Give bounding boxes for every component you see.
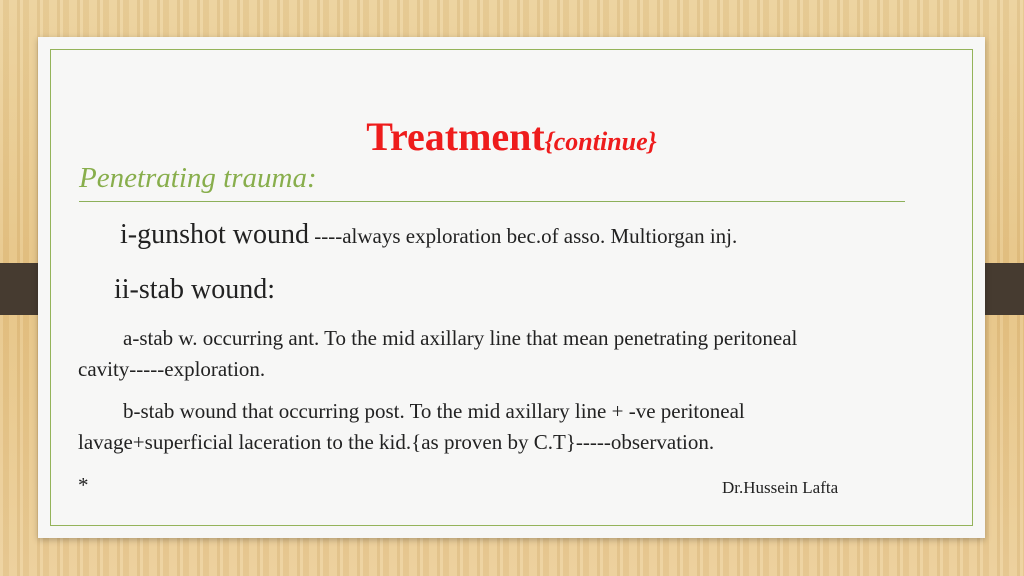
stab-b-line-2: lavage+superficial laceration to the kid.{as proven by C.T}-----observation. (78, 430, 715, 454)
author-credit: Dr.Hussein Lafta (722, 478, 839, 497)
gunshot-line (120, 219, 737, 251)
stab-heading: ii-stab wound: (114, 274, 275, 305)
stab-b-line-1: b-stab wound that occurring post. To the mid axillary line + -ve peritoneal (123, 399, 745, 423)
slide-canvas (38, 37, 985, 538)
slide-title (38, 113, 985, 160)
gunshot-heading: i-gunshot wound (120, 219, 309, 250)
stab-a-line-1: a-stab w. occurring ant. To the mid axillary line that mean penetrating peritoneal (123, 326, 798, 350)
bullet-marker: * (78, 473, 89, 497)
gunshot-detail: ----always exploration bec.of asso. Multiorgan inj. (309, 224, 738, 248)
subtitle-divider (79, 201, 905, 202)
section-subtitle: Penetrating trauma: (79, 162, 317, 194)
title-sub: {continue} (544, 127, 657, 156)
stab-a-line-2: cavity-----exploration. (78, 357, 266, 381)
title-main: Treatment (366, 114, 545, 159)
